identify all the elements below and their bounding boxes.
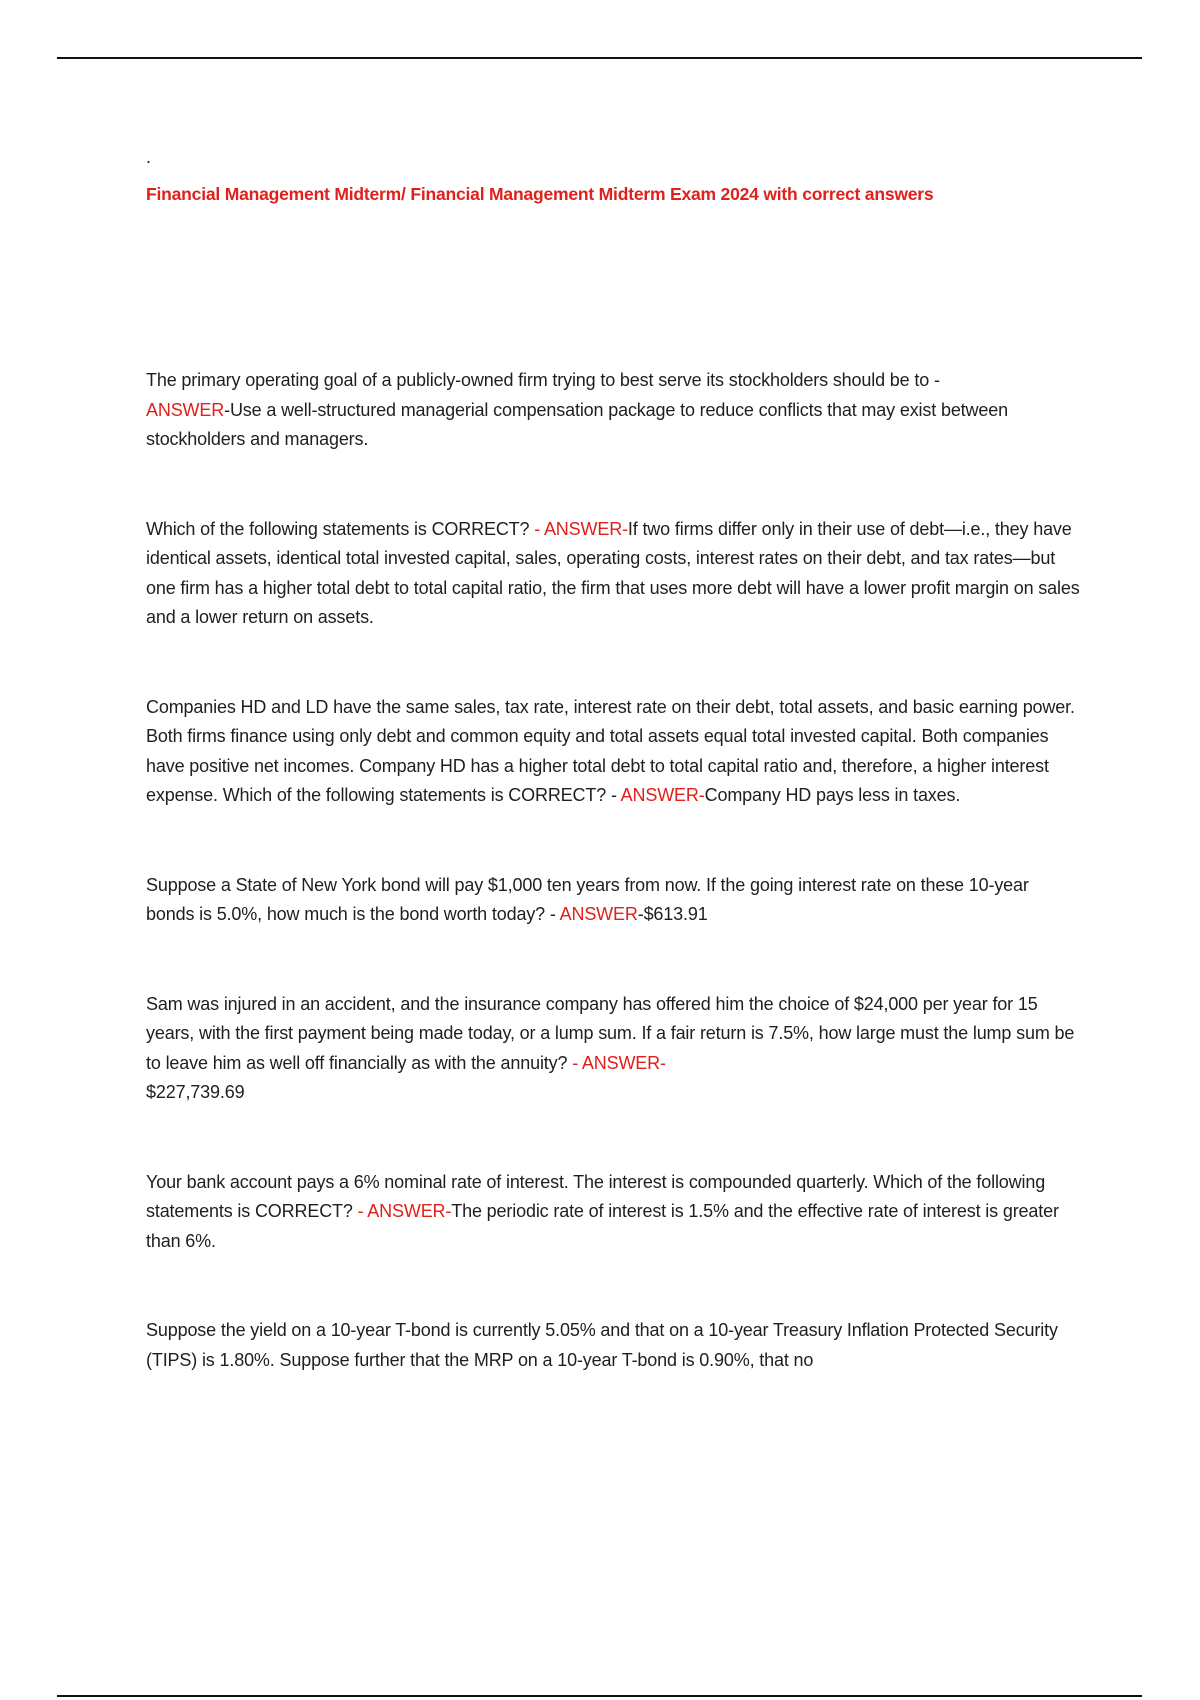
answer-text: -Use a well-structured managerial compensation package to reduce conflicts that may exist between stockholders and managers. (146, 399, 1008, 449)
qa-item-5 (146, 990, 1081, 1108)
question-text: Suppose a State of New York bond will pay $1,000 ten years from now. If the going interest rate on these 10-year bonds is 5.0%, how much is the bond worth today? - (146, 874, 1029, 924)
qa-item-4 (146, 871, 1081, 930)
question-text: The primary operating goal of a publicly-owned firm trying to best serve its stockholders should be to - (146, 370, 940, 390)
qa-list (146, 366, 1081, 1375)
answer-text: $227,739.69 (146, 1082, 245, 1102)
qa-item-7 (146, 1316, 1081, 1375)
document-body (146, 148, 1081, 1435)
answer-text: Company HD pays less in taxes. (704, 785, 961, 805)
answer-text: If two firms differ only in their use of debt—i.e., they have identical assets, identical total invested capital, sales, operating costs, interest rates on their debt, and tax rates—but one firm has a higher total debt to total capital ratio, the firm that uses more debt will have a lower profit margin on sales and a lower return on assets. (146, 518, 1080, 627)
question-text: Which of the following statements is CORRECT? (146, 518, 530, 539)
answer-label: - ANSWER- (529, 518, 628, 539)
question-text: Your bank account pays a 6% nominal rate of interest. The interest is compounded quarterly. Which of the following statements is CORRECT? (146, 1171, 1046, 1221)
page-marker: . (146, 147, 152, 167)
qa-item-2 (146, 515, 1081, 633)
answer-label: - ANSWER- (567, 1052, 666, 1073)
qa-item-3 (146, 693, 1081, 811)
answer-label: ANSWER (555, 904, 638, 924)
top-rule (57, 57, 1142, 59)
bottom-rule (57, 1695, 1142, 1697)
answer-label: ANSWER (146, 399, 225, 420)
document-title: Financial Management Midterm/ Financial Management Midterm Exam 2024 with correct answers (146, 184, 934, 204)
question-text: Sam was injured in an accident, and the insurance company has offered him the choice of $24,000 per year for 15 years, with the first payment being made today, or a lump sum. If a fair return is 7.5%, how large must the lump sum be to leave him as well off financially as with the annuity? (146, 993, 1075, 1073)
question-text: Suppose the yield on a 10-year T-bond is currently 5.05% and that on a 10-year Treasury Inflation Protected Security (TIPS) is 1.80%. Suppose further that the MRP on a 10-year T-bond is 0.90%, that no (146, 1320, 1058, 1370)
qa-item-1 (146, 366, 1081, 455)
question-text: Companies HD and LD have the same sales, tax rate, interest rate on their debt, total assets, and basic earning power. Both firms finance using only debt and common equity and total assets equal total invested capital. Both companies have positive net incomes. Company HD has a higher total debt to total capital ratio and, therefore, a higher interest expense. Which of the following statements is CORRECT? - (146, 696, 1075, 805)
qa-item-6 (146, 1168, 1081, 1257)
answer-text: -$613.91 (637, 904, 708, 924)
answer-label: ANSWER- (616, 785, 705, 805)
answer-label: - ANSWER- (352, 1201, 452, 1221)
answer-text: The periodic rate of interest is 1.5% and the effective rate of interest is greater than 6%. (146, 1201, 1059, 1251)
